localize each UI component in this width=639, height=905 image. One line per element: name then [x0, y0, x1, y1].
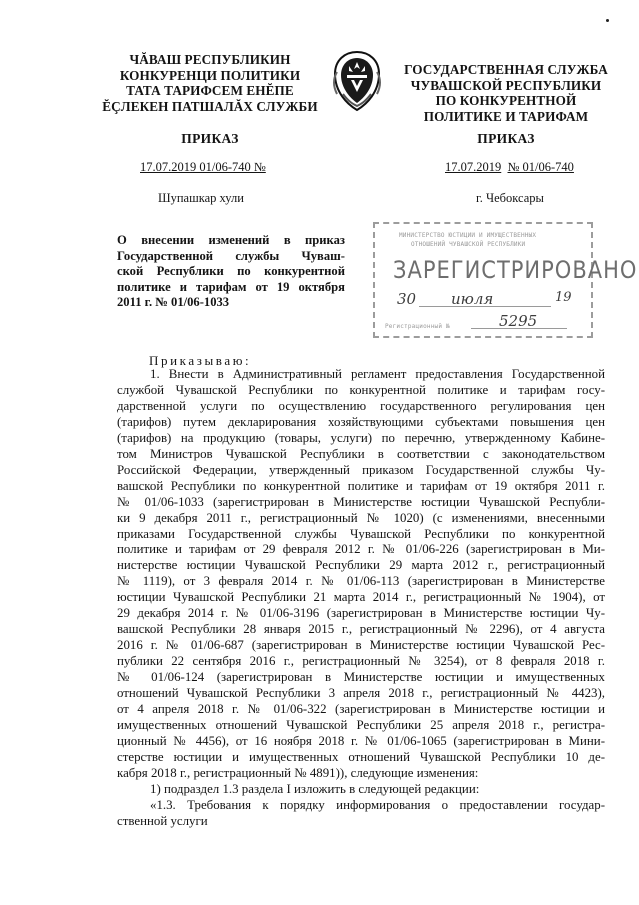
right-city: г. Чебоксары	[476, 191, 544, 205]
subject-line: ской Республики по конкурентной	[117, 264, 345, 279]
subject-line: политике и тарифам от 19 октября	[117, 279, 345, 294]
body-line: ционный № 4456), от 16 ноября 2018 г. № 01/06-1065 (зарегистрирован в Мини-	[117, 733, 605, 748]
stamp-ministry-line: МИНИСТЕРСТВО ЮСТИЦИИ И ИМУЩЕСТВЕННЫХ	[399, 232, 537, 239]
body-line: нистерстве юстиции Чувашской Республики 29 марта 2012 г., регистрационный	[117, 558, 605, 573]
left-header-line: ТАТА ТАРИФСЕМ ЕНĔПЕ	[126, 83, 294, 98]
body-line: публики 22 сентября 2016 г., регистрационный № 3254), от 8 февраля 2018 г.	[117, 654, 605, 669]
stamp-registered-label: ЗАРЕГИСТРИРОВАНО	[393, 256, 638, 284]
item-1: 1) подраздел 1.3 раздела I изложить в следующей редакции:	[150, 781, 480, 796]
body-line: политике и тарифам от 29 февраля 2012 г. № 01/06-226 (зарегистрирован в Ми-	[117, 542, 605, 557]
body-line-last: кабря 2018 г., регистрационный № 4891)), следующие изменения:	[117, 765, 479, 780]
order-body	[117, 367, 605, 830]
stamp-day: 30	[397, 290, 417, 308]
scan-dot	[606, 19, 609, 22]
body-line: вашской Республики по конкурентной политике и тарифам от 19 октября 2011 г.	[117, 478, 605, 493]
right-number: № 01/06-740	[507, 160, 574, 174]
body-line-first: 1. Внести в Административный регламент предоставления Государственной	[150, 367, 605, 381]
body-line: № 01/06-124 (зарегистрирован в Министерстве юстиции и имущественных	[117, 670, 605, 685]
stamp-month: июля	[451, 290, 494, 308]
body-line: (тарифов) на продукцию (товары, услуги) по перечню, утвержденному Кабине-	[117, 430, 605, 445]
left-doc-type: ПРИКАЗ	[181, 131, 239, 146]
left-date-number: 17.07.2019 01/06-740 №	[140, 160, 266, 174]
left-header-org	[100, 52, 320, 114]
body-line: 29 декабря 2014 г. № 01/06-3196 (зарегистрирован в Министерстве юстиции Чу-	[117, 606, 605, 621]
subject-line: 2011 г. № 01/06-1033	[117, 295, 230, 310]
stamp-reg-label: Регистрационный №	[385, 323, 450, 330]
body-line: стерстве юстиции и имущественных отношений Чувашской Республики 10 де-	[117, 749, 605, 764]
left-city: Шупашкар хули	[158, 191, 244, 205]
right-header-line: ПОЛИТИКЕ И ТАРИФАМ	[423, 108, 589, 124]
body-line: № 01/06-1033 (зарегистрирован в Министерстве юстиции Чувашской Республи-	[117, 494, 605, 509]
stamp-reg-number: 5295	[499, 312, 538, 330]
stamp-year: 19	[555, 290, 572, 305]
body-line: (тарифов) путем декларирования хозяйствующими субъектами повышения цен	[117, 414, 605, 429]
subject-line: Государственной службы Чуваш-	[117, 248, 345, 263]
right-header-line: ГОСУДАРСТВЕННАЯ СЛУЖБА	[404, 62, 608, 77]
body-line: отношений Чувашской Республики 3 апреля 2018 г., регистрационный № 4423),	[117, 686, 605, 701]
body-line: юстиции Чувашской Республики 21 марта 2014 г., регистрационный № 1904), от	[117, 590, 605, 605]
right-date-number	[445, 160, 574, 175]
right-doc-type: ПРИКАЗ	[477, 131, 535, 146]
right-header-line: ЧУВАШСКОЙ РЕСПУБЛИКИ	[410, 77, 602, 93]
body-line: имущественных отношений Чувашской Республики 25 апреля 2018 г., регистра-	[117, 717, 605, 732]
quote-line-first: «1.3. Требования к порядку информирования о предоставлении государ-	[150, 797, 605, 812]
left-header-line: ЧĂВАШ РЕСПУБЛИКИН	[129, 52, 291, 67]
body-line: службой Чувашской Республики по конкурентной политике и тарифам госу-	[117, 382, 605, 397]
quote-line: ственной услуги	[117, 813, 208, 828]
body-line: от 4 апреля 2018 г. № 01/06-322 (зарегистрирован в Министерстве юстиции и	[117, 702, 605, 717]
order-subject	[117, 233, 345, 311]
stamp-ministry-line: ОТНОШЕНИЙ ЧУВАШСКОЙ РЕСПУБЛИКИ	[411, 241, 526, 248]
body-line: вашской Республики 28 января 2015 г., регистрационный № 2296), от 4 августа	[117, 622, 605, 637]
body-line: ки 9 декабря 2011 г., регистрационный № 1020) (с изменениями, внесенными	[117, 510, 605, 525]
body-line: том Министров Чувашской Республики в соответствии с законодательством	[117, 446, 605, 461]
registration-stamp	[373, 222, 638, 338]
right-header-org	[395, 62, 617, 124]
body-line: приказами Государственной службы Чувашской Республики по конкурентной	[117, 526, 605, 541]
body-line: 2016 г. № 01/06-687 (зарегистрирован в Министерстве юстиции Чувашской Рес-	[117, 638, 605, 653]
body-line: № 1119), от 3 февраля 2014 г. № 01/06-113 (зарегистрирован в Министерстве	[117, 574, 605, 589]
right-date: 17.07.2019	[445, 160, 502, 174]
order-word: Приказываю:	[149, 353, 252, 368]
right-header-line: ПО КОНКУРЕНТНОЙ	[435, 93, 577, 108]
subject-line: О внесении изменений в приказ	[117, 233, 345, 247]
left-header-line: ĔÇЛЕКЕН ПАТШАЛĂХ СЛУЖБИ	[102, 98, 318, 114]
body-line: дарственной услуги по осуществлению государственного регулирования цен	[117, 398, 605, 413]
body-line: Российской Федерации, утвержденный приказом Государственной службы Чу-	[117, 462, 605, 477]
left-header-line: КОНКУРЕНЦИ ПОЛИТИКИ	[119, 67, 301, 83]
coat-of-arms-icon	[327, 48, 387, 114]
